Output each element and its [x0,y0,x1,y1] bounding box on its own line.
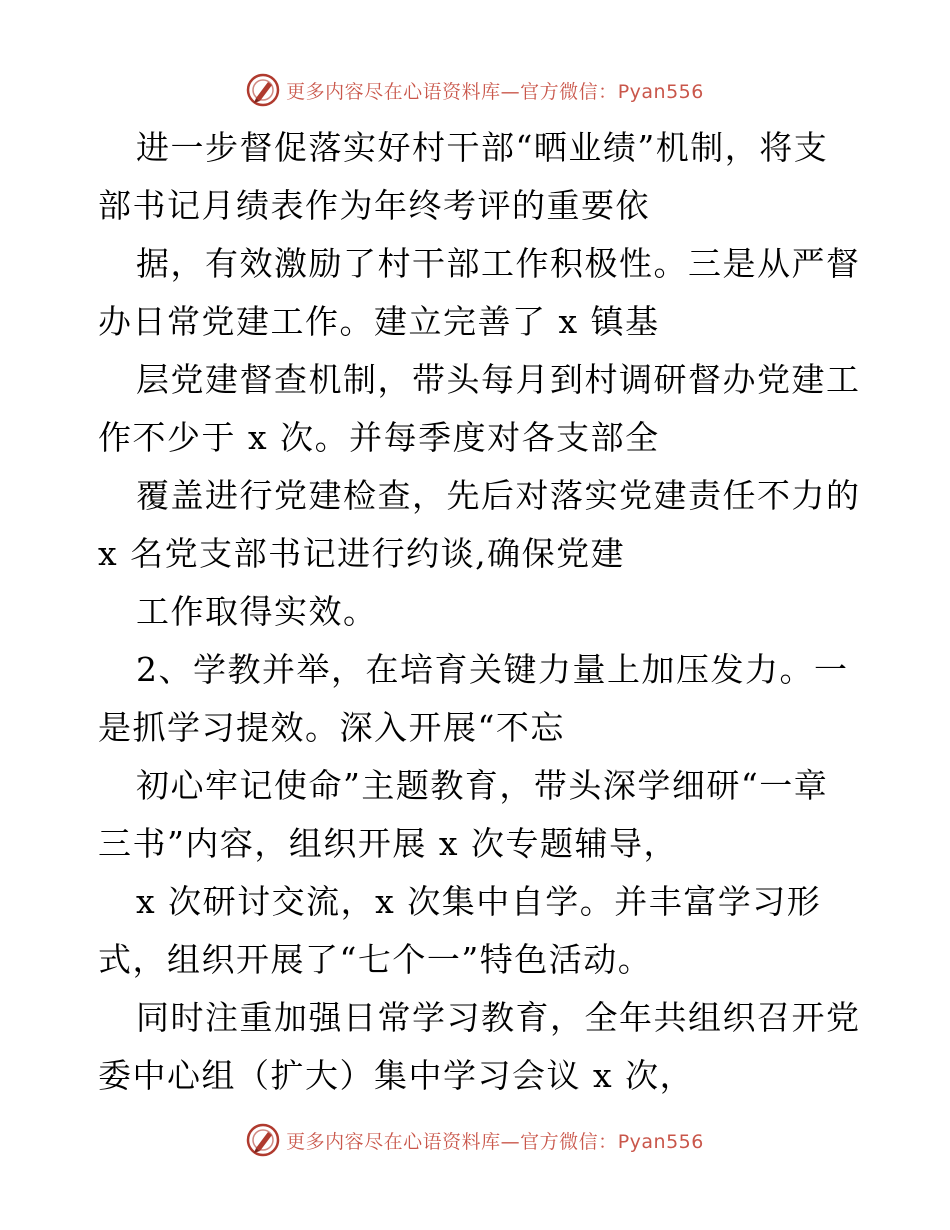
text-line: 据，有效激励了村干部工作积极性。三是从严督 [136,244,861,283]
text-line: 委中心组（扩大）集中学习会议 x 次， [98,1056,695,1095]
watermark-text: 更多内容尽在心语资料库 [286,1130,501,1153]
text-line: 式，组织开展了“七个一”特色活动。 [98,940,653,979]
text-line: x 次研讨交流，x 次集中自学。并丰富学习形 [136,882,822,921]
watermark-separator: — [500,1130,521,1153]
text-line: 进一步督促落实好村干部“晒业绩”机制，将支 [136,128,829,167]
watermark-wechat-id: Pyan556 [617,80,704,103]
text-line: 层党建督查机制，带头每月到村调研督办党建工 [136,360,861,399]
footer-watermark [0,1120,950,1160]
watermark-wechat-label: 官方微信： [520,1130,618,1153]
text-line: 三书”内容，组织开展 x 次专题辅导， [98,824,678,863]
text-line: 办日常党建工作。建立完善了 x 镇基 [98,302,660,341]
pen-logo-icon [246,73,280,107]
pen-logo-icon [246,1123,280,1157]
text-line: x 名党支部书记进行约谈,确保党建 [98,534,626,573]
text-line: 2、学教并举，在培育关键力量上加压发力。一 [136,650,849,689]
text-line: 工作取得实效。 [136,592,378,631]
text-line: 同时注重加强日常学习教育，全年共组织召开党 [136,998,861,1037]
text-line: 初心牢记使命”主题教育，带头深学细研“一章 [136,766,829,805]
text-line: 作不少于 x 次。并每季度对各支部全 [98,418,660,457]
watermark-wechat-label: 官方微信： [520,80,618,103]
text-line: 部书记月绩表作为年终考评的重要依 [98,186,650,225]
text-line: 是抓学习提效。深入开展“不忘 [98,708,565,747]
watermark-separator: — [500,80,521,103]
text-line: 覆盖进行党建检查，先后对落实党建责任不力的 [136,476,861,515]
header-watermark [0,70,950,110]
watermark-wechat-id: Pyan556 [617,1130,704,1153]
watermark-text: 更多内容尽在心语资料库 [286,80,501,103]
